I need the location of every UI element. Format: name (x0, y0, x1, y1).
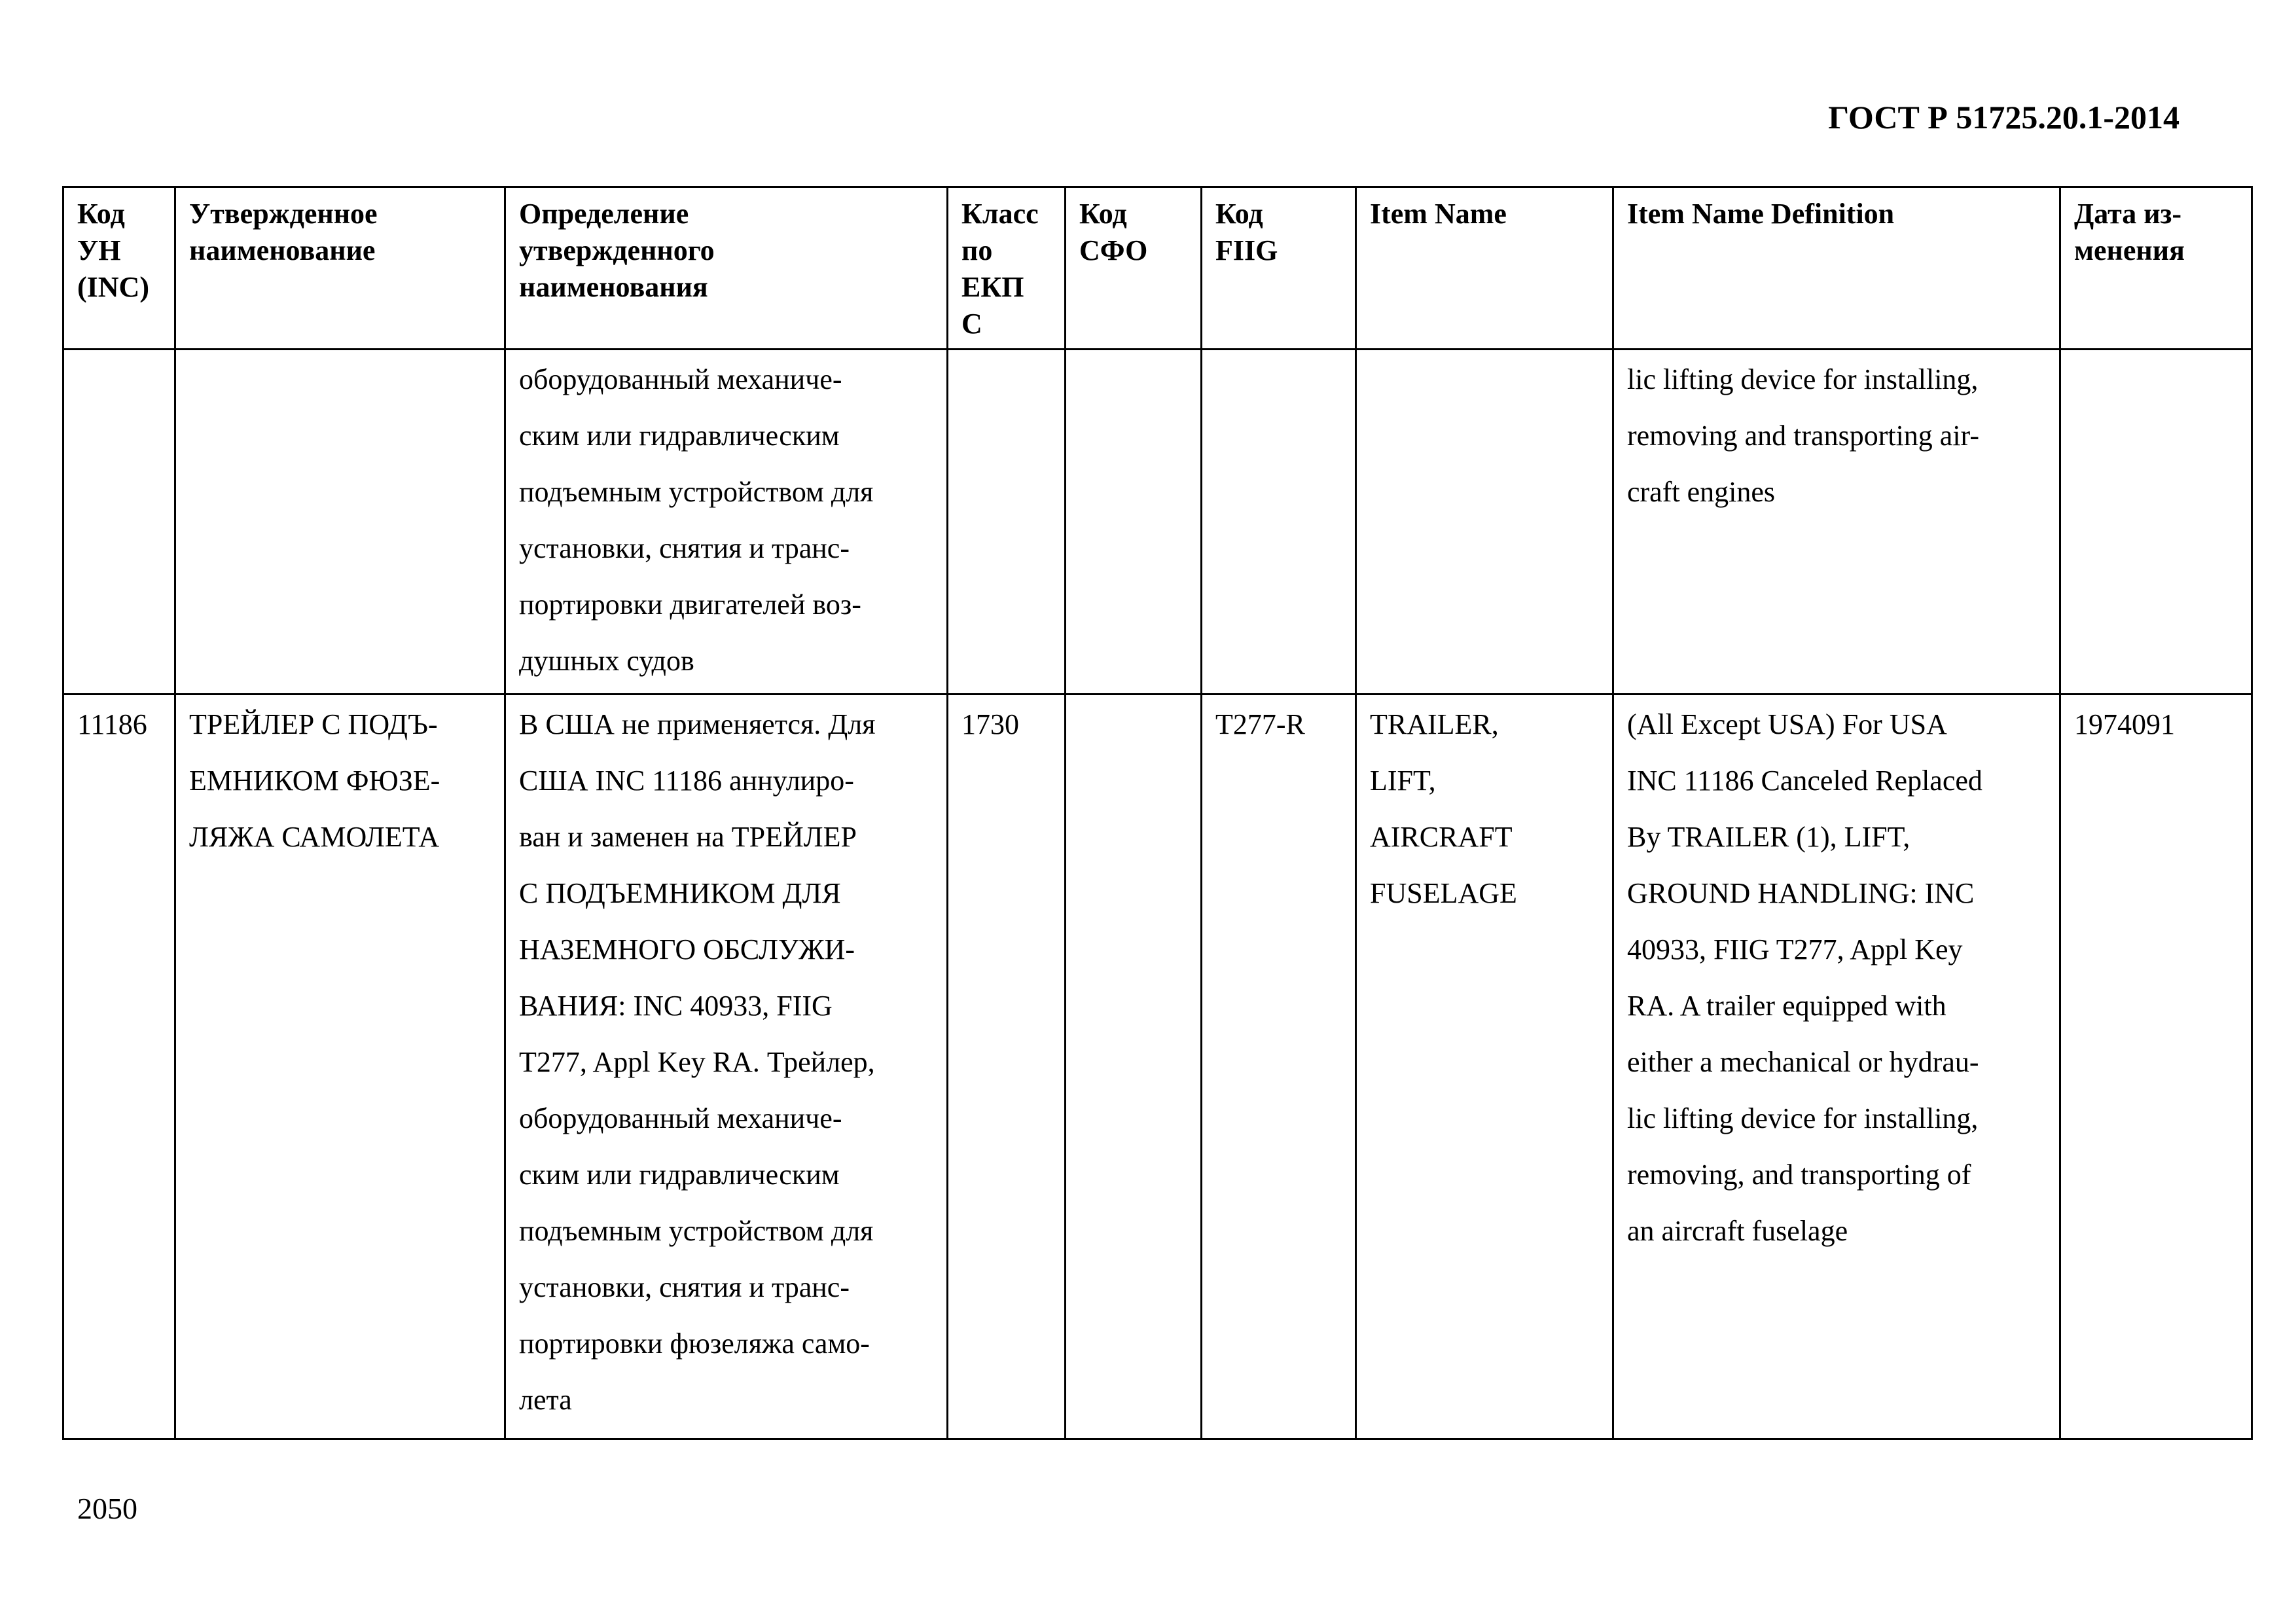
cell-text-line: 40933, FIIG T277, Appl Key (1627, 933, 1963, 965)
cell-text-line: утвержденного (519, 234, 715, 266)
cell-text-line: ЛЯЖА САМОЛЕТА (189, 821, 440, 853)
cell-change-date (2060, 695, 2252, 1439)
cell-text-line: TRAILER, (1370, 708, 1499, 740)
cell-text-line: ВАНИЯ: INC 40933, FIIG (519, 990, 833, 1022)
cell-text-line: портировки фюзеляжа само- (519, 1327, 870, 1360)
column-header-definition (505, 187, 948, 350)
column-header-ekps-class (948, 187, 1066, 350)
cell-text-line: подъемным устройством для (519, 476, 874, 508)
cell-text-line: лета (519, 1384, 572, 1416)
cell-text-line: lic lifting device for installing, (1627, 363, 1979, 395)
cell-text-line: менения (2074, 234, 2185, 266)
cell-text-line: С ПОДЪЕМНИКОМ ДЛЯ (519, 877, 841, 909)
table-row (63, 350, 2252, 695)
cell-ekps-class (948, 695, 1066, 1439)
cell-text-line: Дата из- (2074, 198, 2181, 230)
table-header-row (63, 187, 2252, 350)
cell-text-line: RA. A trailer equipped with (1627, 990, 1946, 1022)
cell-text-line: оборудованный механиче- (519, 1102, 842, 1134)
cell-text-line: T277, Appl Key RA. Трейлер, (519, 1046, 875, 1078)
cell-text-line: Код (77, 198, 125, 230)
cell-approved-name (175, 695, 505, 1439)
cell-text-line: Код (1079, 198, 1127, 230)
cell-text-line: СФО (1079, 234, 1148, 266)
cell-text-line: Утвержденное (189, 198, 378, 230)
column-header-approved-name (175, 187, 505, 350)
cell-approved-name (175, 350, 505, 695)
cell-text-line: LIFT, (1370, 765, 1436, 797)
cell-text-line: В США не применяется. Для (519, 708, 876, 740)
cell-text-line: INC 11186 Canceled Replaced (1627, 765, 1982, 797)
cell-definition (505, 695, 948, 1439)
cell-text-line: оборудованный механиче- (519, 363, 842, 395)
cell-text-line: Код (1215, 198, 1263, 230)
cell-text-line: наименования (519, 271, 708, 303)
cell-text-line: an aircraft fuselage (1627, 1215, 1848, 1247)
cell-text-line: по (961, 234, 993, 266)
cell-text-line: FUSELAGE (1370, 877, 1517, 909)
column-header-change-date (2060, 187, 2252, 350)
nomenclature-table (62, 186, 2253, 1440)
document-standard-title: ГОСТ Р 51725.20.1-2014 (1828, 99, 2179, 135)
cell-text-line: ЕКП (961, 271, 1024, 303)
cell-text-line: AIRCRAFT (1370, 821, 1513, 853)
cell-text-line: установки, снятия и транс- (519, 532, 850, 564)
cell-item-name-definition (1613, 350, 2060, 695)
cell-text-line: Item Name Definition (1627, 198, 1895, 230)
column-header-inc (63, 187, 175, 350)
cell-text-line: США INC 11186 аннулиро- (519, 765, 854, 797)
cell-text-line: душных судов (519, 645, 694, 677)
cell-item-name-definition (1613, 695, 2060, 1439)
cell-inc (63, 350, 175, 695)
cell-text-line: НАЗЕМНОГО ОБСЛУЖИ- (519, 933, 855, 965)
cell-text-line: Item Name (1370, 198, 1507, 230)
cell-text-line: УН (77, 234, 121, 266)
cell-text-line: портировки двигателей воз- (519, 588, 861, 621)
column-header-sfo-code (1066, 187, 1202, 350)
cell-text-line: lic lifting device for installing, (1627, 1102, 1979, 1134)
cell-text-line: T277-R (1215, 708, 1305, 740)
cell-text-line: Класс (961, 198, 1039, 230)
cell-text-line: 1974091 (2074, 708, 2175, 740)
table-row (63, 695, 2252, 1439)
cell-text-line: (INC) (77, 271, 149, 303)
cell-text-line: С (961, 308, 982, 340)
cell-text-line: 11186 (77, 708, 147, 740)
cell-text-line: наименование (189, 234, 376, 266)
column-header-item-name (1356, 187, 1613, 350)
cell-text-line: By TRAILER (1), LIFT, (1627, 821, 1910, 853)
column-header-fiig-code (1202, 187, 1356, 350)
cell-text-line: установки, снятия и транс- (519, 1271, 850, 1303)
cell-text-line: craft engines (1627, 476, 1775, 508)
cell-text-line: FIIG (1215, 234, 1278, 266)
cell-text-line: GROUND HANDLING: INC (1627, 877, 1975, 909)
cell-text-line: Определение (519, 198, 689, 230)
cell-change-date (2060, 350, 2252, 695)
cell-item-name (1356, 350, 1613, 695)
cell-fiig-code (1202, 695, 1356, 1439)
cell-fiig-code (1202, 350, 1356, 695)
cell-definition (505, 350, 948, 695)
cell-text-line: ским или гидравлическим (519, 420, 840, 452)
cell-text-line: ТРЕЙЛЕР С ПОДЪ- (189, 708, 438, 740)
cell-text-line: removing and transporting air- (1627, 420, 1979, 452)
page-number: 2050 (77, 1492, 137, 1525)
cell-text-line: either a mechanical or hydrau- (1627, 1046, 1979, 1078)
cell-sfo-code (1066, 350, 1202, 695)
cell-text-line: (All Except USA) For USA (1627, 708, 1947, 740)
cell-text-line: 1730 (961, 708, 1019, 740)
cell-item-name (1356, 695, 1613, 1439)
cell-text-line: ЕМНИКОМ ФЮЗЕ- (189, 765, 440, 797)
column-header-item-name-definition (1613, 187, 2060, 350)
cell-text-line: ским или гидравлическим (519, 1159, 840, 1191)
cell-text-line: ван и заменен на ТРЕЙЛЕР (519, 821, 857, 853)
cell-text-line: removing, and transporting of (1627, 1159, 1971, 1191)
cell-inc (63, 695, 175, 1439)
cell-sfo-code (1066, 695, 1202, 1439)
cell-text-line: подъемным устройством для (519, 1215, 874, 1247)
cell-ekps-class (948, 350, 1066, 695)
